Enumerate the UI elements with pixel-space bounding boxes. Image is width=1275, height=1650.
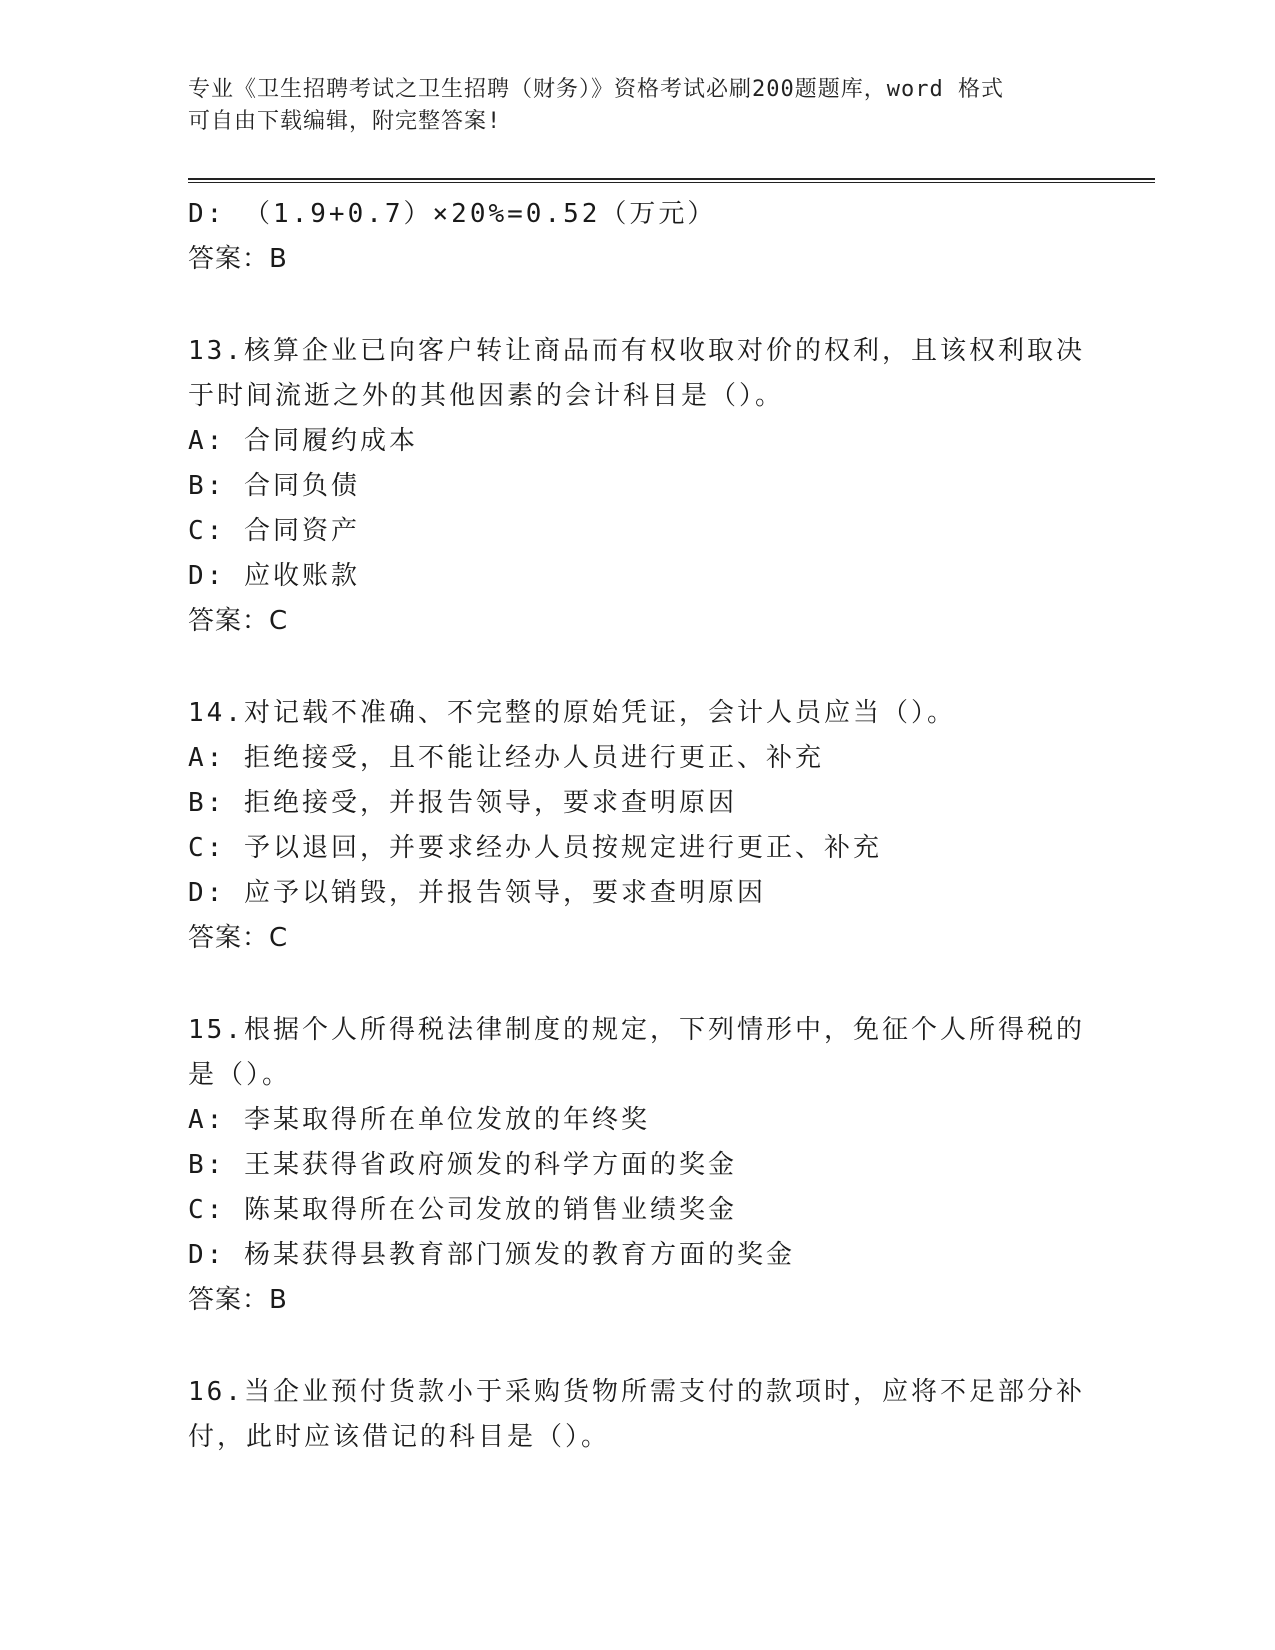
option-c: C: 陈某取得所在公司发放的销售业绩奖金 bbox=[188, 1195, 737, 1225]
option-c: C: 予以退回，并要求经办人员按规定进行更正、补充 bbox=[188, 833, 882, 863]
header-line-2: 可自由下载编辑，附完整答案! bbox=[188, 109, 502, 134]
previous-question-tail bbox=[188, 192, 1088, 282]
question-text-line: 于时间流逝之外的其他因素的会计科目是（）。 bbox=[188, 381, 785, 411]
answer-line: 答案：C bbox=[188, 923, 289, 953]
option-a: A: 李某取得所在单位发放的年终奖 bbox=[188, 1105, 650, 1135]
option-d: D: 应收账款 bbox=[188, 561, 360, 591]
question-text-line: 13.核算企业已向客户转让商品而有权收取对价的权利，且该权利取决 bbox=[188, 336, 1085, 366]
option-c: C: 合同资产 bbox=[188, 516, 360, 546]
header-divider bbox=[188, 178, 1155, 183]
option-b: B: 合同负债 bbox=[188, 471, 360, 501]
question-13 bbox=[188, 329, 1088, 644]
option-d: D: 杨某获得县教育部门颁发的教育方面的奖金 bbox=[188, 1240, 795, 1270]
document-header bbox=[188, 74, 1068, 138]
option-b: B: 拒绝接受，并报告领导，要求查明原因 bbox=[188, 788, 737, 818]
question-text-line: 是（）。 bbox=[188, 1060, 292, 1090]
question-text-line: 14.对记载不准确、不完整的原始凭证，会计人员应当（）。 bbox=[188, 698, 956, 728]
answer-line: 答案：B bbox=[188, 244, 288, 274]
option-d: D: （1.9+0.7）×20%=0.52（万元） bbox=[188, 199, 717, 229]
answer-line: 答案：B bbox=[188, 1285, 288, 1315]
option-b: B: 王某获得省政府颁发的科学方面的奖金 bbox=[188, 1150, 737, 1180]
document-body bbox=[188, 192, 1088, 1460]
question-text-line: 付，此时应该借记的科目是（）。 bbox=[188, 1422, 611, 1452]
question-text-line: 16.当企业预付货款小于采购货物所需支付的款项时，应将不足部分补 bbox=[188, 1377, 1085, 1407]
option-a: A: 拒绝接受，且不能让经办人员进行更正、补充 bbox=[188, 743, 824, 773]
answer-line: 答案：C bbox=[188, 606, 289, 636]
question-text-line: 15.根据个人所得税法律制度的规定，下列情形中，免征个人所得税的 bbox=[188, 1015, 1085, 1045]
question-16 bbox=[188, 1370, 1088, 1460]
option-d: D: 应予以销毁，并报告领导，要求查明原因 bbox=[188, 878, 766, 908]
question-15 bbox=[188, 1008, 1088, 1323]
option-a: A: 合同履约成本 bbox=[188, 426, 418, 456]
question-14 bbox=[188, 691, 1088, 961]
header-line-1: 专业《卫生招聘考试之卫生招聘（财务）》资格考试必刷200题题库，word 格式 bbox=[188, 77, 1004, 102]
